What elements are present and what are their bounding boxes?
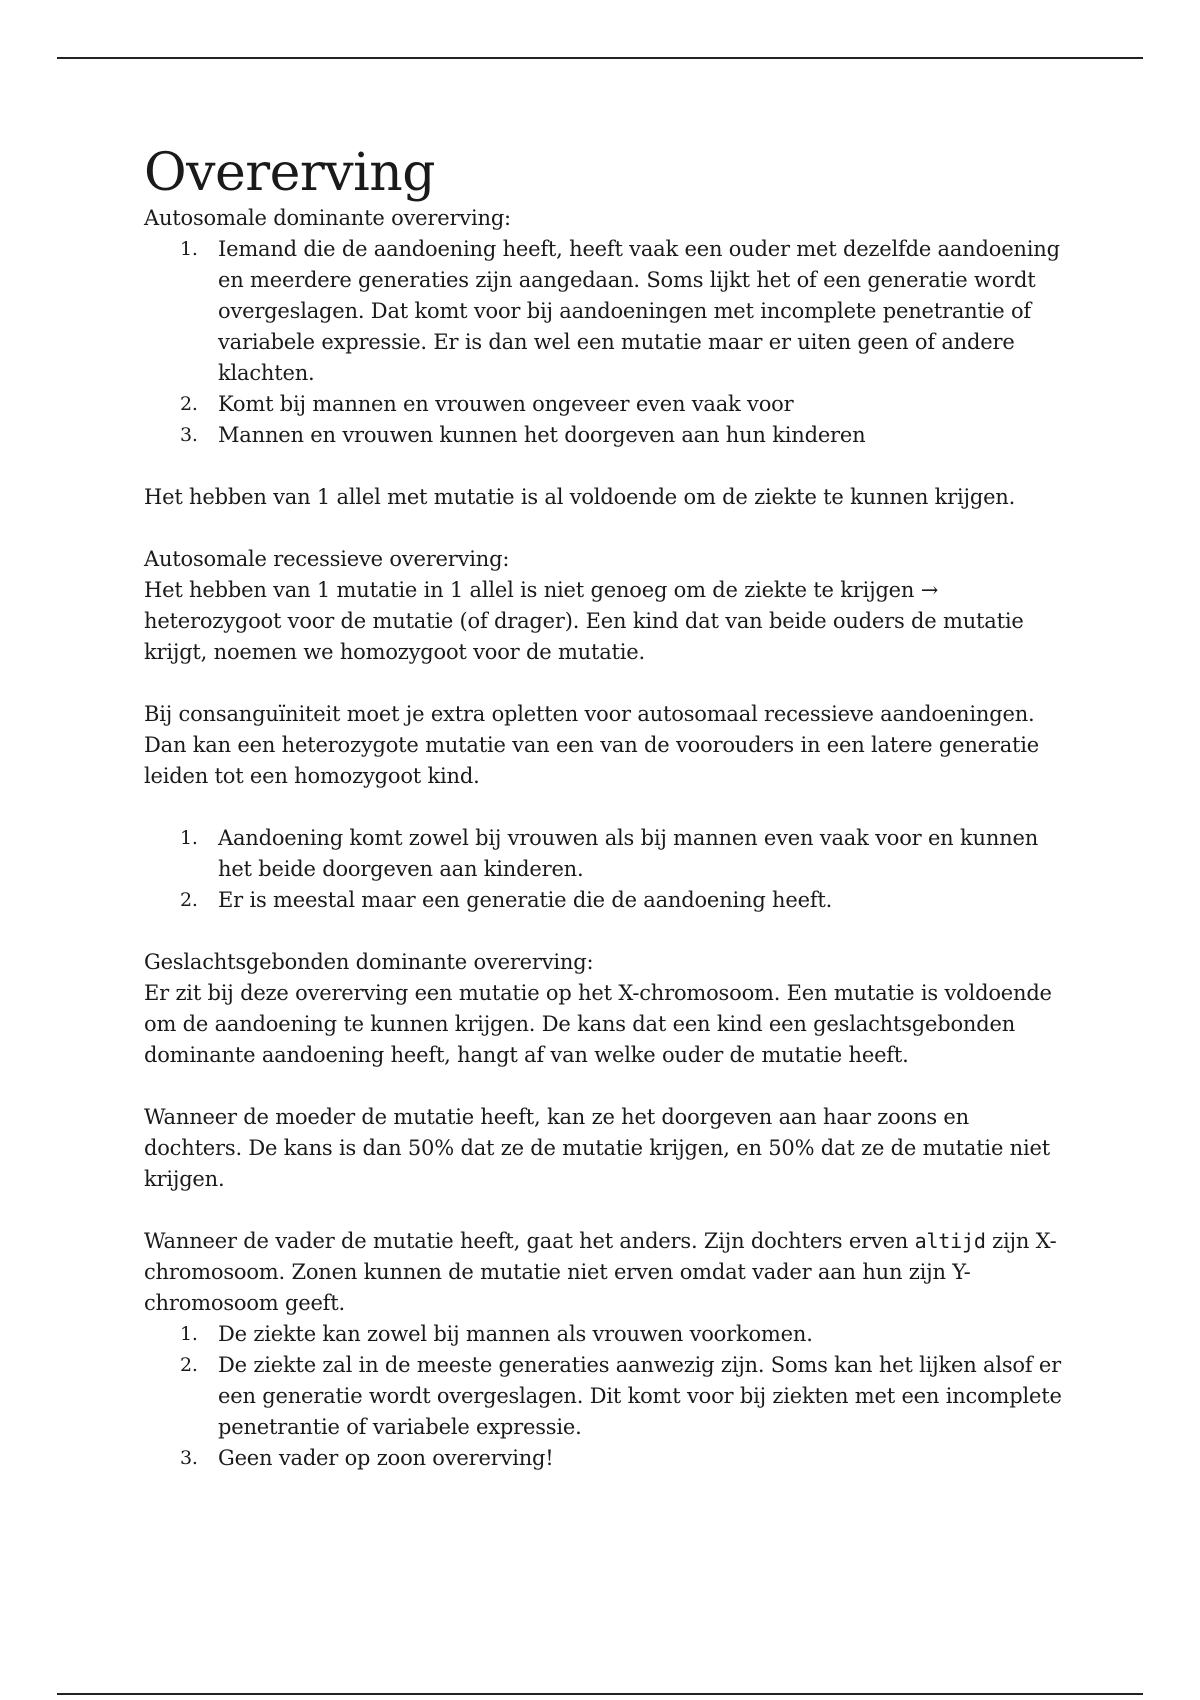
list-item [144, 389, 1064, 420]
list-item-number: 3. [180, 424, 198, 446]
paragraph-xd-3-emphasis: altijd [914, 1229, 986, 1253]
list-item [144, 1319, 1064, 1350]
top-rule [57, 57, 1143, 59]
list-item [144, 823, 1064, 885]
list-ar [144, 823, 1064, 916]
list-item-text: Geen vader op zoon overerving! [218, 1446, 554, 1470]
spacer [144, 668, 1064, 699]
bottom-rule [57, 1693, 1143, 1695]
list-item-text: De ziekte kan zowel bij mannen als vrouwen voorkomen. [218, 1322, 813, 1346]
document-body [144, 140, 1064, 1474]
paragraph-xd-3 [144, 1226, 1064, 1319]
paragraph-ar-2: Bij consanguïniteit moet je extra opletten voor autosomaal recessieve aandoeningen. Dan kan een heterozygote mutatie van een van de voorouders in een latere generatie leiden tot een homozygoot kind. [144, 702, 1040, 788]
section-heading-ar: Autosomale recessieve overerving: [144, 547, 510, 571]
list-item [144, 234, 1064, 389]
list-item-text: Iemand die de aandoening heeft, heeft vaak een ouder met dezelfde aandoening en meerdere generaties zijn aangedaan. Soms lijkt het of een generatie wordt overgeslagen. Dat komt voor bij aandoeningen met incomplete penetrantie of variabele expressie. Er is dan wel een mutatie maar er uiten geen of andere klachten. [218, 237, 1060, 385]
list-item-text: De ziekte zal in de meeste generaties aanwezig zijn. Soms kan het lijken alsof er een generatie wordt overgeslagen. Dit komt voor bij ziekten met een incomplete penetrantie of variabele expressie. [218, 1353, 1062, 1439]
section-heading-ad: Autosomale dominante overerving: [144, 206, 511, 230]
spacer [144, 916, 1064, 947]
list-item-number: 2. [180, 1354, 198, 1376]
list-item-text: Komt bij mannen en vrouwen ongeveer even vaak voor [218, 392, 794, 416]
list-xd [144, 1319, 1064, 1474]
paragraph-xd-3-part-a: Wanneer de vader de mutatie heeft, gaat het anders. Zijn dochters erven [144, 1229, 915, 1253]
list-item-text: Aandoening komt zowel bij vrouwen als bij mannen even vaak voor en kunnen het beide doorgeven aan kinderen. [218, 826, 1039, 881]
paragraph-xd-2: Wanneer de moeder de mutatie heeft, kan ze het doorgeven aan haar zoons en dochters. De kans is dan 50% dat ze de mutatie krijgen, en 50% dat ze de mutatie niet krijgen. [144, 1105, 1050, 1191]
spacer [144, 451, 1064, 482]
paragraph-ar-1: Het hebben van 1 mutatie in 1 allel is niet genoeg om de ziekte te krijgen → heterozygoot voor de mutatie (of drager). Een kind dat van beide ouders de mutatie krijgt, noemen we homozygoot voor de mutatie. [144, 578, 1024, 664]
list-item-text: Er is meestal maar een generatie die de aandoening heeft. [218, 888, 833, 912]
list-item-number: 2. [180, 889, 198, 911]
page-title: Overerving [144, 143, 436, 203]
spacer [144, 792, 1064, 823]
list-item [144, 1350, 1064, 1443]
list-item [144, 420, 1064, 451]
spacer [144, 513, 1064, 544]
list-item-number: 1. [180, 827, 198, 849]
list-item [144, 1443, 1064, 1474]
list-item-number: 1. [180, 1323, 198, 1345]
list-ad [144, 234, 1064, 451]
spacer [144, 1195, 1064, 1226]
list-item-number: 2. [180, 393, 198, 415]
paragraph-xd-1: Er zit bij deze overerving een mutatie op het X-chromosoom. Een mutatie is voldoende om de aandoening te kunnen krijgen. De kans dat een kind een geslachtsgebonden dominante aandoening heeft, hangt af van welke ouder de mutatie heeft. [144, 981, 1052, 1067]
list-item-text: Mannen en vrouwen kunnen het doorgeven aan hun kinderen [218, 423, 866, 447]
section-heading-xd: Geslachtsgebonden dominante overerving: [144, 950, 594, 974]
paragraph-ad-note: Het hebben van 1 allel met mutatie is al voldoende om de ziekte te kunnen krijgen. [144, 485, 1016, 509]
list-item-number: 3. [180, 1447, 198, 1469]
paragraph-xd-3-part-b: zijn X-chromosoom. Zonen kunnen de mutatie niet erven omdat vader aan hun zijn Y-chromosoom geeft. [144, 1229, 1057, 1315]
list-item [144, 885, 1064, 916]
spacer [144, 1071, 1064, 1102]
list-item-number: 1. [180, 238, 198, 260]
